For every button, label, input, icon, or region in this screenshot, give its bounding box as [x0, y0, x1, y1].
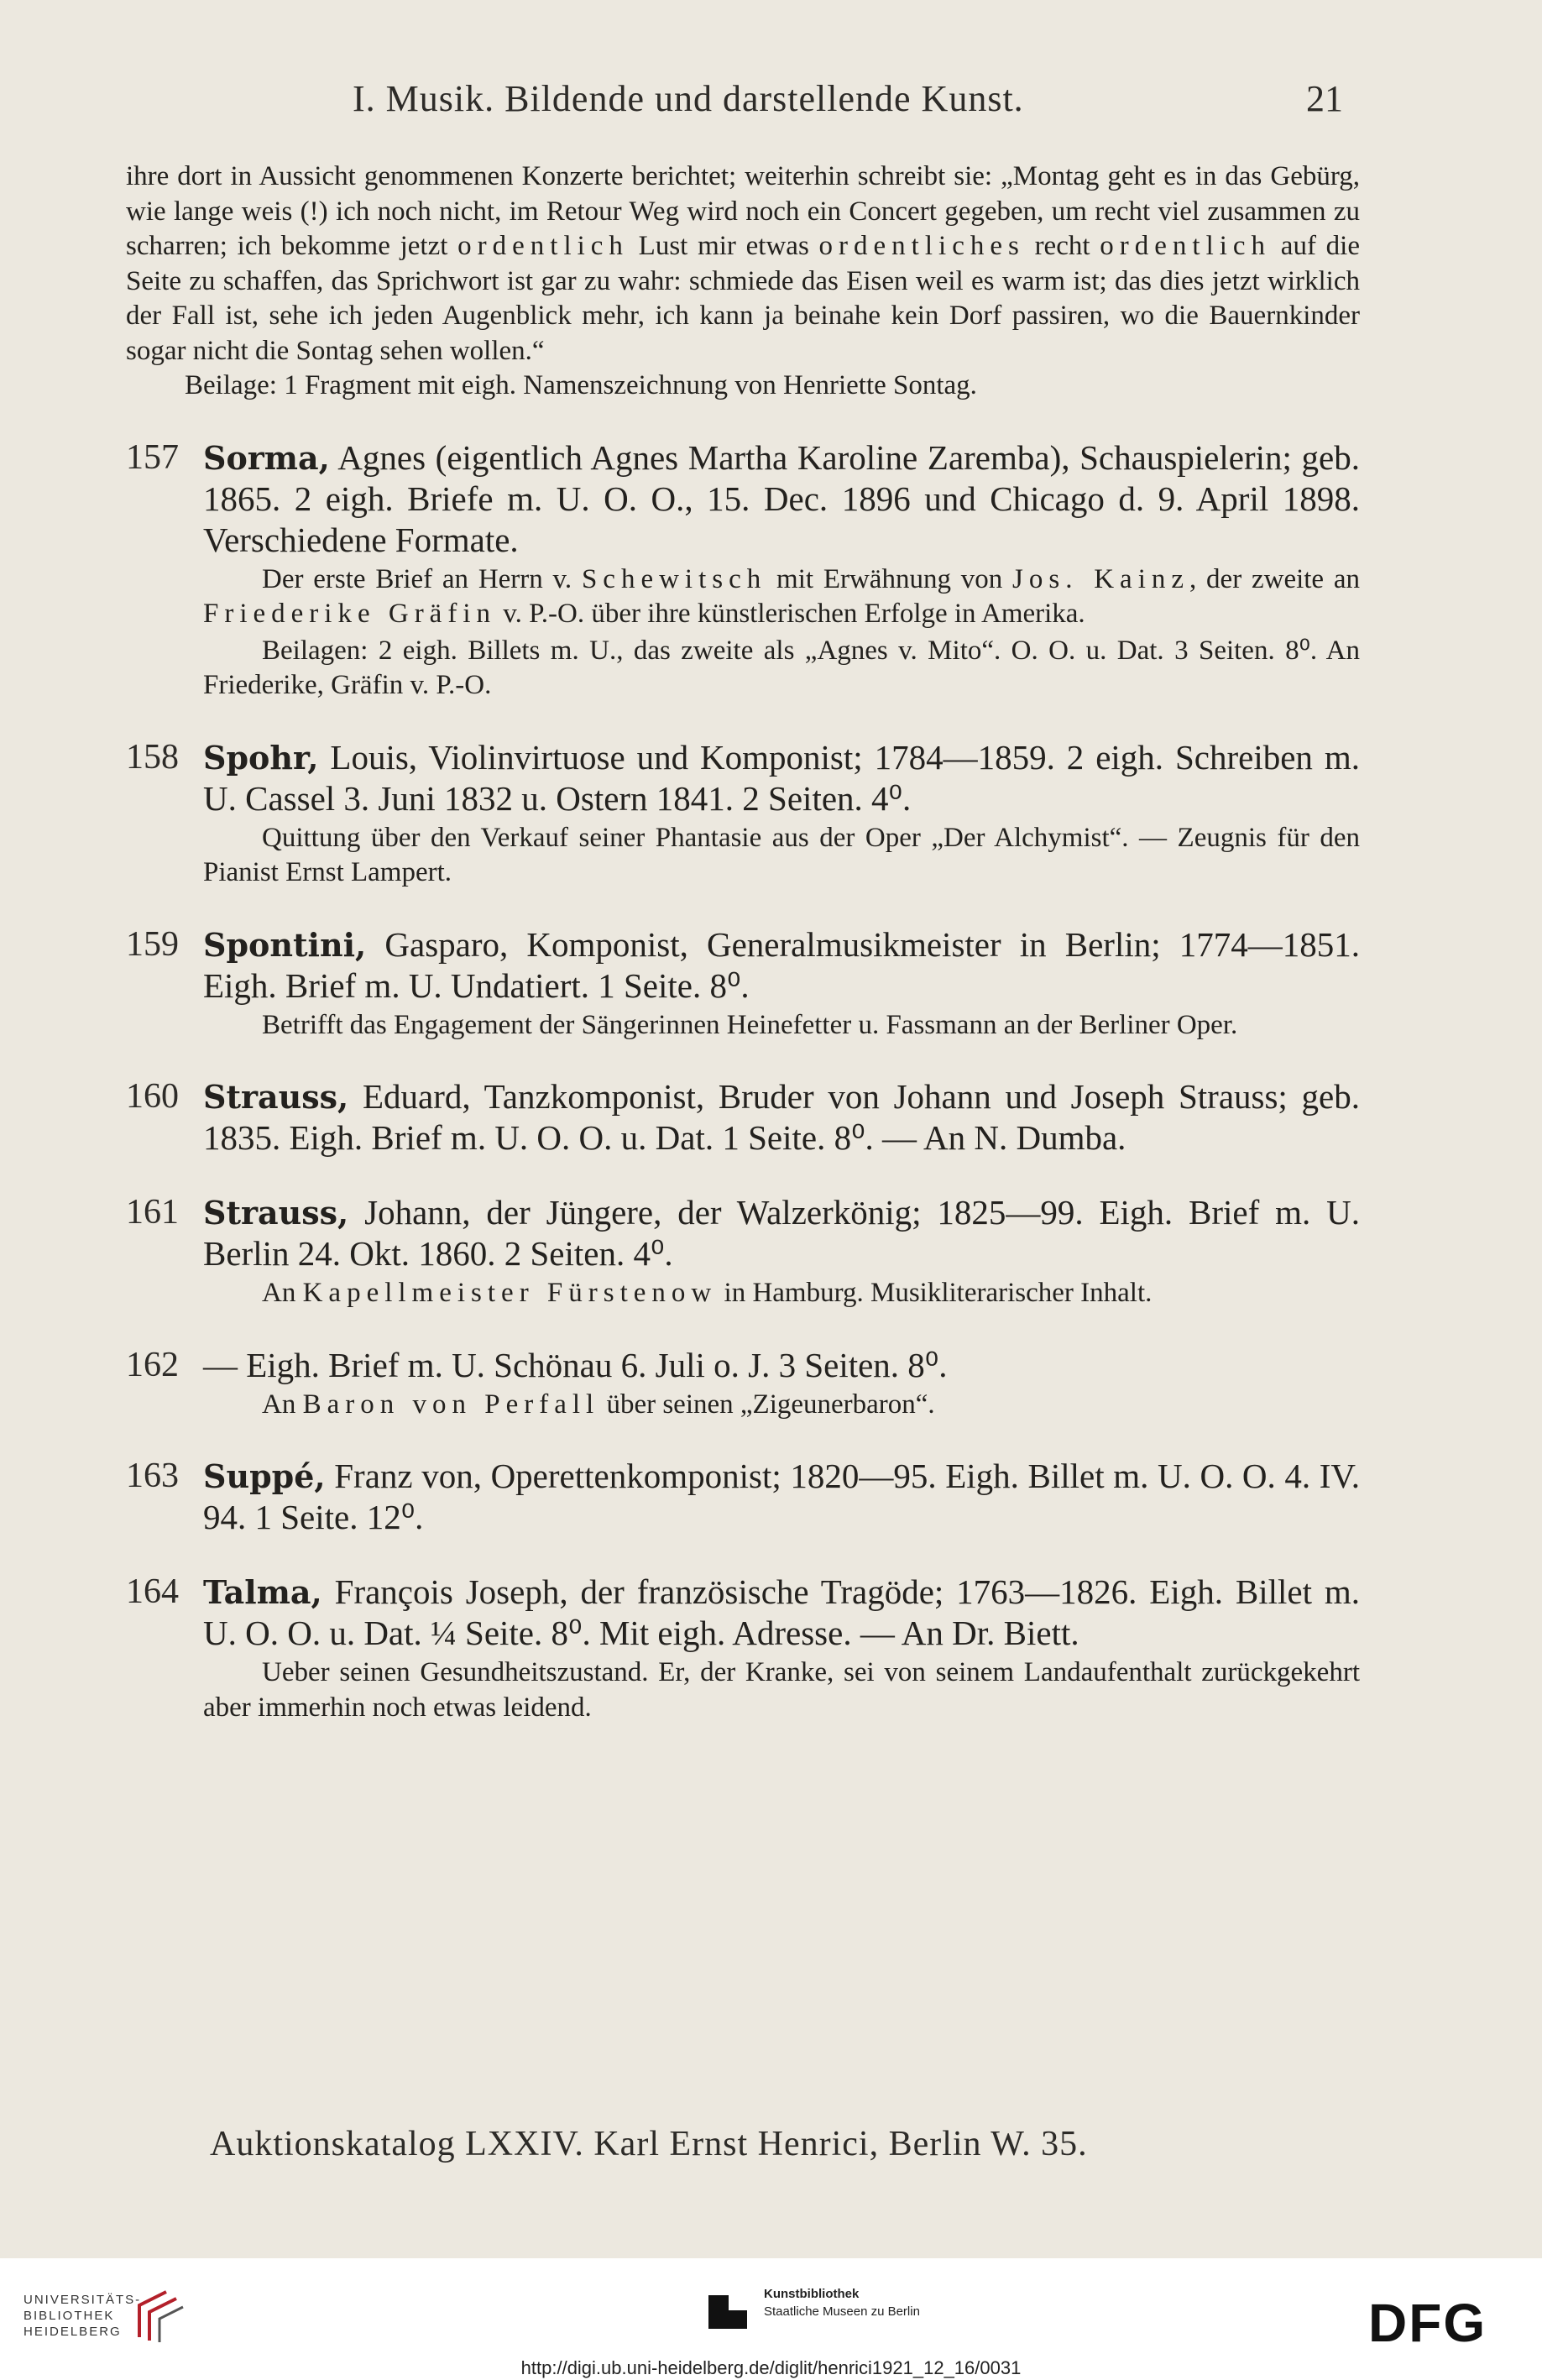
- intro-beilage: Beilage: 1 Fragment mit eigh. Namenszeichnung von Henriette Sontag.: [185, 370, 977, 400]
- entry-text: Agnes (eigentlich Agnes Martha Karoline Zaremba), Schauspielerin; geb. 1865. 2 eigh. Briefe m. U. O. O., 15. Dec. 1896 und Chicago d. 9. April 1898. Verschiedene Formate.: [203, 437, 1360, 559]
- entry-text: Johann, der Jüngere, der Walzerkönig; 1825—99. Eigh. Brief m. U. Berlin 24. Okt. 1860. 2 Seiten. 4⁰.: [203, 1193, 1360, 1273]
- page-number: 21: [1306, 78, 1343, 119]
- kunstbibliothek-logo-icon: [703, 2287, 752, 2334]
- intro-text: [126, 160, 1360, 369]
- dfg-logo: DFG: [1368, 2293, 1487, 2353]
- intro-text-1: ihre dort in Aussicht genommenen Konzerte berichtet; weiterhin schreibt sie: „Montag geht es in das Gebürg, wie lange weis (!) ich noch nicht, im Retour Weg wird noch ein Concert gegeben, um recht viel zusammen zu scharren; ich bekomme jetzt: [126, 161, 1360, 261]
- intro-text-4: auf die Seite zu schaffen, das Sprichwort ist gar zu wahr: schmiede das Eisen weil es warm ist; das dies jetzt wirklich der Fall ist, sehe ich jeden Augenblick mehr, ich kann ja beinahe kein Dorf passiren, wo die Bauernkinder sogar nicht die Sontag sehen wollen.“: [126, 231, 1360, 366]
- entry-number: 161: [126, 1193, 179, 1232]
- entry-text: François Joseph, der französische Tragöde; 1763—1826. Eigh. Billet m. U. O. O. u. Dat. ¼ Seite. 8⁰. Mit eigh. Adresse. — An Dr. Biett.: [203, 1572, 1360, 1652]
- entry-number: 162: [126, 1345, 179, 1384]
- entry-number: 160: [126, 1077, 179, 1116]
- catalog-entry: [126, 1345, 1360, 1423]
- intro-spaced-1: ordentlich: [457, 231, 629, 261]
- note-text: An: [262, 1389, 303, 1420]
- entry-number: 163: [126, 1457, 179, 1495]
- entry-number: 164: [126, 1572, 179, 1611]
- entry-text: Gasparo, Komponist, Generalmusikmeister in Berlin; 1774—1851. Eigh. Brief m. U. Undatiert. 1 Seite. 8⁰.: [203, 924, 1360, 1005]
- entry-description: [203, 737, 1360, 819]
- entry-text: Louis, Violinvirtuose und Komponist; 1784—1859. 2 eigh. Schreiben m. U. Cassel 3. Juni 1832 u. Ostern 1841. 2 Seiten. 4⁰.: [203, 737, 1360, 818]
- logo-bar: [0, 2267, 1542, 2351]
- intro-spaced-2: ordentliches: [818, 231, 1025, 261]
- note-spaced: Friederike Gräfin: [203, 599, 496, 629]
- entry-name: Sorma,: [203, 438, 330, 477]
- uni-heidelberg-logo-icon: [133, 2287, 186, 2346]
- note-spaced: Jos. Kainz: [1012, 563, 1190, 594]
- note-spaced: Schewitsch: [581, 563, 767, 594]
- entry-note: Quittung über den Verkauf seiner Phantasie aus der Oper „Der Alchymist“. — Zeugnis für den Pianist Ernst Lampert.: [203, 822, 1360, 887]
- entry-number: 158: [126, 737, 179, 777]
- entry-description: [203, 437, 1360, 561]
- note-spaced: Kapellmeister Fürstenow: [302, 1278, 718, 1308]
- note-spaced: Baron von Perfall: [302, 1389, 600, 1420]
- entry-description: — Eigh. Brief m. U. Schönau 6. Juli o. J. 3 Seiten. 8⁰.: [203, 1345, 948, 1384]
- catalog-entry: [126, 1076, 1360, 1159]
- intro-paragraph: [126, 160, 1360, 404]
- catalog-footer: Auktionskatalog LXXIV. Karl Ernst Henrici, Berlin W. 35.: [210, 2125, 1088, 2163]
- entry-text: Franz von, Operettenkomponist; 1820—95. Eigh. Billet m. U. O. O. 4. IV. 94. 1 Seite. 12⁰.: [203, 1457, 1360, 1536]
- catalog-entry: [126, 437, 1360, 704]
- entry-description: [203, 1192, 1360, 1274]
- catalog-entry: [126, 737, 1360, 891]
- entry-note-beilagen: Beilagen: 2 eigh. Billets m. U., das zweite als „Agnes v. Mito“. O. O. u. Dat. 3 Seiten. 8⁰. An Friederike, Gräfin v. P.-O.: [203, 635, 1360, 700]
- intro-spaced-3: ordentlich: [1100, 231, 1272, 261]
- entry-number: 157: [126, 437, 179, 477]
- kb-title: Kunstbibliothek: [764, 2287, 860, 2301]
- entry-name: Strauss,: [203, 1194, 349, 1232]
- entry-note: [203, 562, 1360, 632]
- note-text: in Hamburg. Musikliterarischer Inhalt.: [717, 1278, 1153, 1308]
- uni-line: UNIVERSITÄTS-: [24, 2293, 142, 2307]
- kb-subtitle: Staatliche Museen zu Berlin: [764, 2304, 920, 2319]
- note-text: mit Erwähnung von: [766, 563, 1013, 594]
- catalog-entry: [126, 1192, 1360, 1311]
- catalog-entry: [126, 1572, 1360, 1725]
- intro-text-2: Lust mir etwas: [628, 231, 819, 261]
- entry-name: Spohr,: [203, 738, 319, 777]
- entry-note: Betrifft das Engagement der Sängerinnen Heinefetter u. Fassmann an der Berliner Oper.: [262, 1009, 1238, 1040]
- uni-line: HEIDELBERG: [24, 2325, 122, 2339]
- note-text: Der erste Brief an Herrn v.: [262, 563, 582, 594]
- intro-text-3: recht: [1024, 231, 1100, 261]
- running-header: [0, 77, 1542, 128]
- note-text: An: [262, 1278, 303, 1308]
- catalog-content: [126, 160, 1360, 1725]
- note-text: v. P.-O. über ihre künstlerischen Erfolge in Amerika.: [496, 599, 1085, 629]
- catalog-entry: [126, 1456, 1360, 1538]
- note-text: , der zweite an: [1189, 563, 1361, 594]
- entry-description: [203, 1456, 1360, 1538]
- entry-note: [203, 1276, 1360, 1311]
- uni-heidelberg-logo-text: [24, 2292, 141, 2340]
- entry-note: [203, 1388, 1360, 1423]
- uni-line: BIBLIOTHEK: [24, 2309, 115, 2323]
- entry-name: Spontini,: [203, 925, 367, 964]
- entry-description: [203, 1076, 1360, 1159]
- source-url[interactable]: http://digi.ub.uni-heidelberg.de/diglit/henrici1921_12_16/0031: [520, 2357, 1022, 2378]
- entry-name: Talma,: [203, 1573, 322, 1611]
- entry-number: 159: [126, 924, 179, 964]
- note-text: über seinen „Zigeunerbaron“.: [599, 1389, 935, 1420]
- entry-description: [203, 924, 1360, 1007]
- entry-name: Suppé,: [203, 1457, 326, 1495]
- entry-name: Strauss,: [203, 1078, 349, 1116]
- entry-text: Eduard, Tanzkomponist, Bruder von Johann und Joseph Strauss; geb. 1835. Eigh. Brief m. U. O. O. u. Dat. 1 Seite. 8⁰. — An N. Dumba.: [203, 1077, 1360, 1157]
- catalog-entry: [126, 924, 1360, 1044]
- header-title: I. Musik. Bildende und darstellende Kunst.: [353, 78, 1024, 119]
- entry-description: [203, 1572, 1360, 1654]
- entry-note: Ueber seinen Gesundheitszustand. Er, der Kranke, sei von seinem Landaufenthalt zurückgekehrt aber immerhin noch etwas leidend.: [203, 1657, 1360, 1723]
- kunstbibliothek-logo-text: [764, 2285, 920, 2320]
